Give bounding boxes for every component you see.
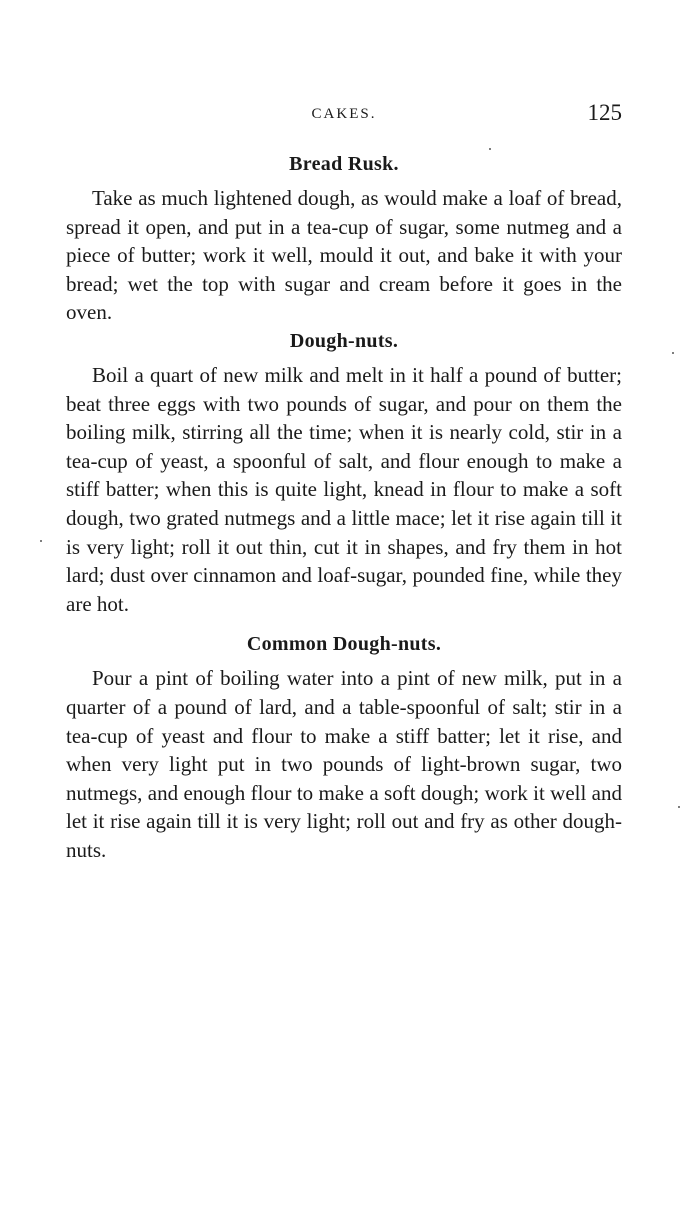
recipe-body: Boil a quart of new milk and melt in it half a pound of butter; beat three eggs with two pounds of sugar, and pour on them the boiling milk, stirring all the time; when it is nearly cold, stir in a tea-cup of yeast, a spoonful of salt, and flour enough to make a stiff batter; when this is quite light, knead in flour to make a soft dough, two grated nutmegs and a little mace; let it rise again till it is very light; roll it out thin, cut it in shapes, and fry them in hot lard; dust over cinnamon and loaf-sugar, pounded fine, while they are hot. — [66, 362, 622, 616]
running-title: CAKES. — [311, 106, 377, 122]
running-head — [66, 100, 622, 130]
paper-speck — [489, 148, 491, 150]
recipe-common-dough-nuts — [66, 630, 622, 864]
paper-speck — [678, 806, 680, 808]
recipe-title: Bread Rusk. — [289, 153, 399, 175]
page-content — [66, 150, 622, 864]
recipe-body: Pour a pint of boiling water into a pint of new milk, put in a quarter of a pound of lard, and a table-spoonful of salt; stir in a tea-cup of yeast and flour to make a stiff batter; let it rise, and when very light put in two pounds of light-brown sugar, two nutmegs, and enough flour to make a soft dough; work it well and let it rise again till it is very light; roll out and fry as other dough-nuts. — [66, 666, 622, 862]
paper-speck — [40, 540, 42, 542]
paper-speck — [672, 352, 674, 354]
recipe-dough-nuts — [66, 327, 622, 618]
recipe-bread-rusk — [66, 150, 622, 327]
page-number: 125 — [587, 100, 622, 125]
recipe-body: Take as much lightened dough, as would make a loaf of bread, spread it open, and put in a tea-cup of sugar, some nutmeg and a piece of butter; work it well, mould it out, and bake it with your bread; wet the top with sugar and cream before it goes in the oven. — [66, 186, 622, 325]
recipe-title: Common Dough-nuts. — [246, 633, 442, 656]
recipe-title: Dough-nuts. — [289, 329, 399, 352]
